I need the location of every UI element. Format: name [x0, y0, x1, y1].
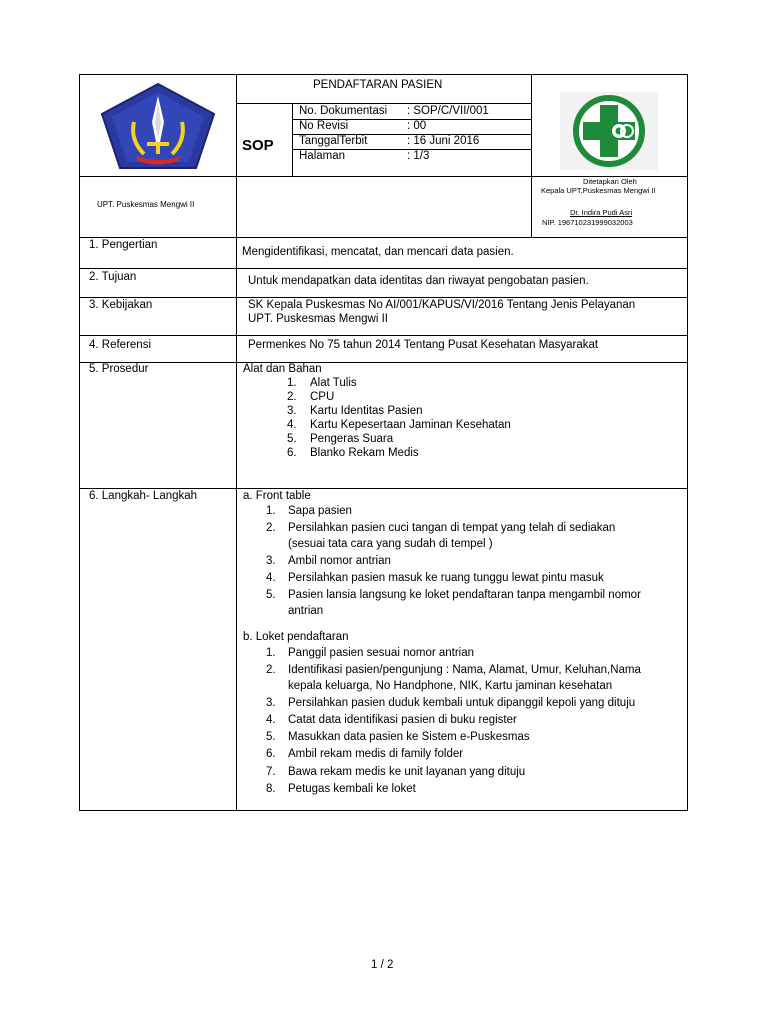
regency-emblem-icon	[100, 82, 216, 172]
approver-nip: NIP. 196710231999032003	[542, 218, 633, 227]
meta-value: : 1/3	[407, 150, 430, 162]
sop-label: SOP	[242, 137, 274, 154]
section-label-referensi: 4. Referensi	[89, 339, 152, 351]
approval-line-1: Ditetapkan Oleh	[583, 177, 637, 186]
page-indicator: 1 / 2	[371, 959, 394, 971]
list-number: 5.	[287, 433, 297, 445]
section-label-prosedur: 5. Prosedur	[89, 363, 149, 375]
meta-value: : SOP/C/VII/001	[407, 105, 489, 117]
list-item-continued: kepala keluarga, No Handphone, NIK, Kartu jaminan kesehatan	[288, 680, 613, 692]
list-number: 1.	[266, 647, 276, 659]
list-number: 3.	[266, 555, 276, 567]
list-item: Ambil rekam medis di family folder	[288, 748, 464, 760]
divider	[292, 119, 531, 120]
list-number: 2.	[266, 522, 276, 534]
divider	[292, 149, 531, 150]
list-item: Persilahkan pasien masuk ke ruang tunggu lewat pintu masuk	[288, 572, 604, 584]
list-item-continued: antrian	[288, 605, 324, 617]
section-text-referensi: Permenkes No 75 tahun 2014 Tentang Pusat Kesehatan Masyarakat	[248, 339, 599, 351]
list-item: Catat data identifikasi pasien di buku register	[288, 714, 517, 726]
table-border-top	[79, 74, 688, 75]
list-number: 7.	[266, 766, 276, 778]
approver-name: Dr. Indira Pudi Asri	[570, 208, 633, 217]
section-label-kebijakan: 3. Kebijakan	[89, 299, 153, 311]
table-border-right	[687, 74, 688, 811]
list-item: Persilahkan pasien cuci tangan di tempat yang telah di sediakan	[288, 522, 616, 534]
list-number: 1.	[266, 505, 276, 517]
divider	[236, 74, 237, 810]
divider	[79, 268, 688, 269]
approval-line-2: Kepala UPT.Puskesmas Mengwi II	[541, 186, 656, 195]
health-cross-logo-icon	[560, 92, 658, 170]
subsection-loket: b. Loket pendaftaran	[243, 631, 349, 643]
list-number: 3.	[266, 697, 276, 709]
list-item: Alat Tulis	[310, 377, 357, 389]
subsection-front-table: a. Front table	[243, 490, 311, 502]
divider	[292, 134, 531, 135]
list-number: 3.	[287, 405, 297, 417]
divider	[236, 103, 531, 104]
section-label-pengertian: 1. Pengertian	[89, 239, 158, 251]
divider	[79, 488, 688, 489]
section-text-kebijakan-2: UPT. Puskesmas Mengwi II	[248, 313, 388, 325]
divider	[79, 297, 688, 298]
list-item-continued: (sesuai tata cara yang sudah di tempel )	[288, 538, 493, 550]
list-item: Ambil nomor antrian	[288, 555, 391, 567]
list-item: Masukkan data pasien ke Sistem e-Puskesmas	[288, 731, 530, 743]
unit-name: UPT. Puskesmas Mengwi II	[97, 200, 195, 209]
section-text-kebijakan-1: SK Kepala Puskesmas No AI/001/KAPUS/VI/2016 Tentang Jenis Pelayanan	[248, 299, 636, 311]
list-number: 2.	[287, 391, 297, 403]
list-number: 4.	[266, 714, 276, 726]
table-border-bottom	[79, 810, 688, 811]
list-number: 6.	[266, 748, 276, 760]
divider	[531, 74, 532, 237]
list-item: Pengeras Suara	[310, 433, 394, 445]
list-number: 5.	[266, 731, 276, 743]
divider	[79, 237, 688, 238]
list-item: Bawa rekam medis ke unit layanan yang dituju	[288, 766, 526, 778]
list-number: 8.	[266, 783, 276, 795]
list-item: Identifikasi pasien/pengunjung : Nama, Alamat, Umur, Keluhan,Nama	[288, 664, 641, 676]
section-text-tujuan: Untuk mendapatkan data identitas dan riwayat pengobatan pasien.	[248, 275, 589, 287]
list-number: 4.	[266, 572, 276, 584]
list-item: Kartu Kepesertaan Jaminan Kesehatan	[310, 419, 511, 431]
list-number: 1.	[287, 377, 297, 389]
divider	[292, 103, 293, 176]
list-item: Petugas kembali ke loket	[288, 783, 416, 795]
meta-label: No. Dokumentasi	[299, 105, 388, 117]
meta-value: : 16 Juni 2016	[407, 135, 480, 147]
list-item: Kartu Identitas Pasien	[310, 405, 423, 417]
divider	[79, 335, 688, 336]
list-number: 5.	[266, 589, 276, 601]
list-number: 4.	[287, 419, 297, 431]
table-border-left	[79, 74, 80, 811]
section-label-langkah: 6. Langkah- Langkah	[89, 490, 198, 502]
list-number: 6.	[287, 447, 297, 459]
meta-value: : 00	[407, 120, 427, 132]
list-item: CPU	[310, 391, 335, 403]
list-number: 2.	[266, 664, 276, 676]
section-text-pengertian: Mengidentifikasi, mencatat, dan mencari data pasien.	[242, 246, 514, 258]
meta-label: TanggalTerbit	[299, 135, 368, 147]
document-title: PENDAFTARAN PASIEN	[313, 79, 443, 91]
list-item: Panggil pasien sesuai nomor antrian	[288, 647, 475, 659]
prosedur-intro: Alat dan Bahan	[243, 363, 322, 375]
meta-label: No Revisi	[299, 120, 349, 132]
section-label-tujuan: 2. Tujuan	[89, 271, 137, 283]
list-item: Sapa pasien	[288, 505, 352, 517]
list-item: Persilahkan pasien duduk kembali untuk dipanggil kepoli yang dituju	[288, 697, 636, 709]
list-item: Pasien lansia langsung ke loket pendaftaran tanpa mengambil nomor	[288, 589, 641, 601]
meta-label: Halaman	[299, 150, 346, 162]
list-item: Blanko Rekam Medis	[310, 447, 419, 459]
divider	[79, 362, 688, 363]
